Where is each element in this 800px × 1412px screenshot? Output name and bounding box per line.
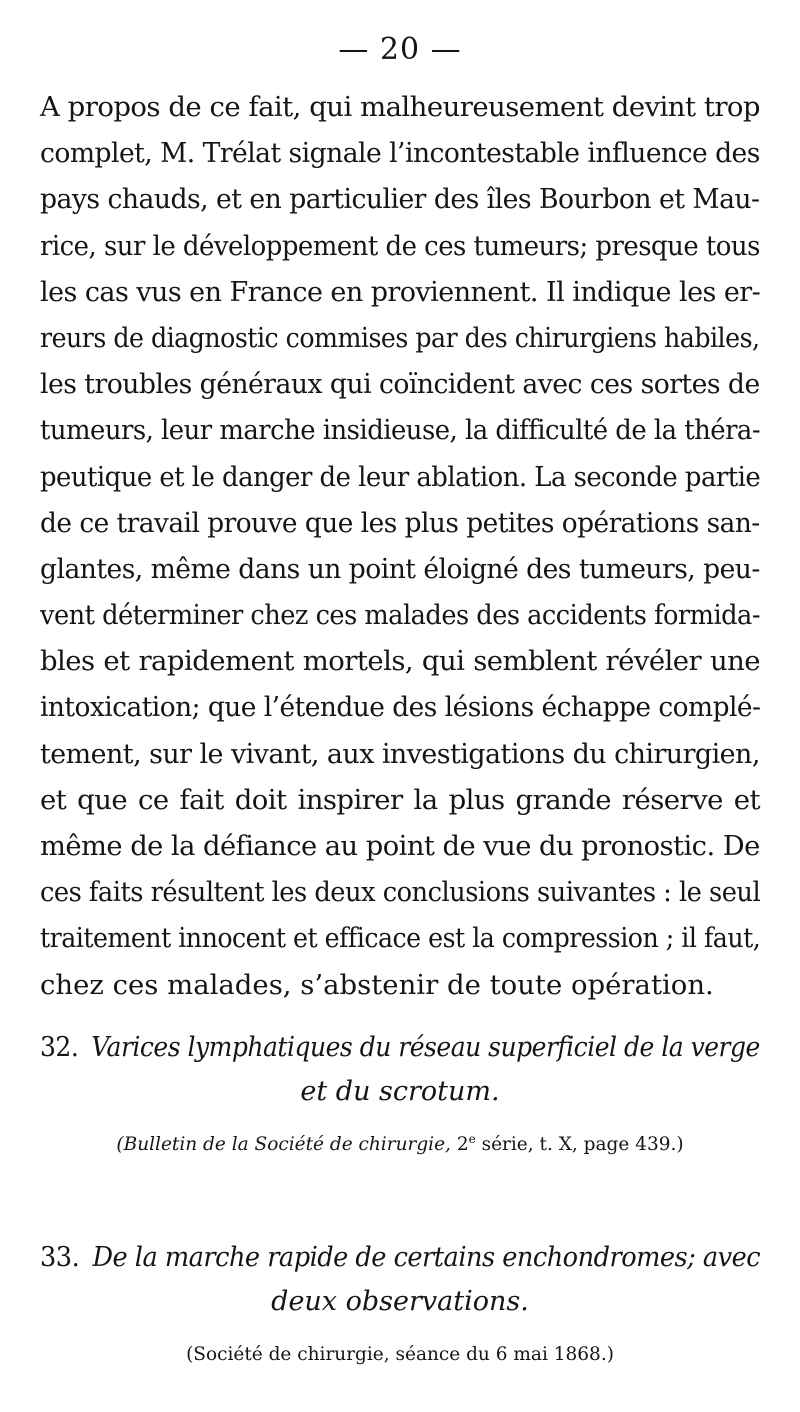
paragraph-line: rice, sur le développement de ces tumeurs; presque tous: [40, 229, 760, 262]
source-series-superscript: e: [468, 1131, 476, 1146]
paragraph-line: bles et rapidement mortels, qui semblent révéler une: [40, 645, 760, 678]
bibliography-entry-32: [40, 1026, 760, 1160]
entry-title-text: Varices lymphatiques du réseau superficiel de la verge: [91, 1032, 760, 1063]
paragraph-line: intoxication; que l’étendue des lésions échappe complé-: [40, 691, 761, 724]
paragraph-line: complet, M. Trélat signale l’incontestable influence des: [40, 137, 760, 170]
source-details: série, t. X, page 439.): [481, 1134, 684, 1155]
source-series-number: 2: [456, 1134, 469, 1155]
bibliography-entry-33: [40, 1236, 760, 1370]
paragraph-line: glantes, même dans un point éloigné des tumeurs, peu-: [40, 552, 760, 585]
entry-title-line: [40, 1236, 761, 1280]
entry-source: [40, 1130, 760, 1160]
paragraph-line: les cas vus en France en proviennent. Il indique les er-: [40, 275, 761, 308]
paragraph-line: tumeurs, leur marche insidieuse, la difficulté de la théra-: [40, 414, 761, 447]
entry-title: [40, 1026, 760, 1114]
entry-source: (Société de chirurgie, séance du 6 mai 1868.): [186, 1344, 614, 1365]
paragraph-line: et que ce fait doit inspirer la plus grande réserve et: [40, 783, 760, 816]
entry-title-line: deux observations.: [271, 1286, 529, 1317]
paragraph-line: vent déterminer chez ces malades des accidents formida-: [40, 599, 760, 632]
entry-number: 33.: [40, 1242, 80, 1273]
entry-title-line: et du scrotum.: [300, 1076, 500, 1107]
page-number: — 20 —: [338, 32, 462, 67]
paragraph-line: pays chauds, et en particulier des îles Bourbon et Mau-: [40, 183, 760, 216]
paragraph-line: traitement innocent et efficace est la compression ; il faut,: [40, 922, 761, 955]
paragraph-line: peutique et le danger de leur ablation. La seconde partie: [40, 460, 761, 493]
paragraph-line: ces faits résultent les deux conclusions suivantes : le seul: [40, 876, 761, 909]
entry-title-text: De la marche rapide de certains enchondromes; avec: [92, 1242, 761, 1273]
source-journal: (Bulletin de la Société de chirurgie,: [116, 1134, 451, 1155]
paragraph-line: A propos de ce fait, qui malheureusement devint trop: [40, 91, 760, 123]
paragraph-line: tement, sur le vivant, aux investigations du chirurgien,: [40, 737, 760, 770]
body-paragraph: [40, 84, 760, 1008]
entry-title-line: [40, 1026, 760, 1070]
paragraph-line: reurs de diagnostic commises par des chirurgiens habiles,: [40, 321, 760, 354]
paragraph-line: chez ces malades, s’abstenir de toute opération.: [40, 968, 714, 1001]
paragraph-line: même de la défiance au point de vue du pronostic. De: [40, 830, 760, 862]
paragraph-line: de ce travail prouve que les plus petites opérations san-: [40, 506, 760, 539]
entry-title: [40, 1236, 760, 1324]
entry-number: 32.: [40, 1032, 79, 1063]
paragraph-line: les troubles généraux qui coïncident avec ces sortes de: [40, 368, 760, 401]
